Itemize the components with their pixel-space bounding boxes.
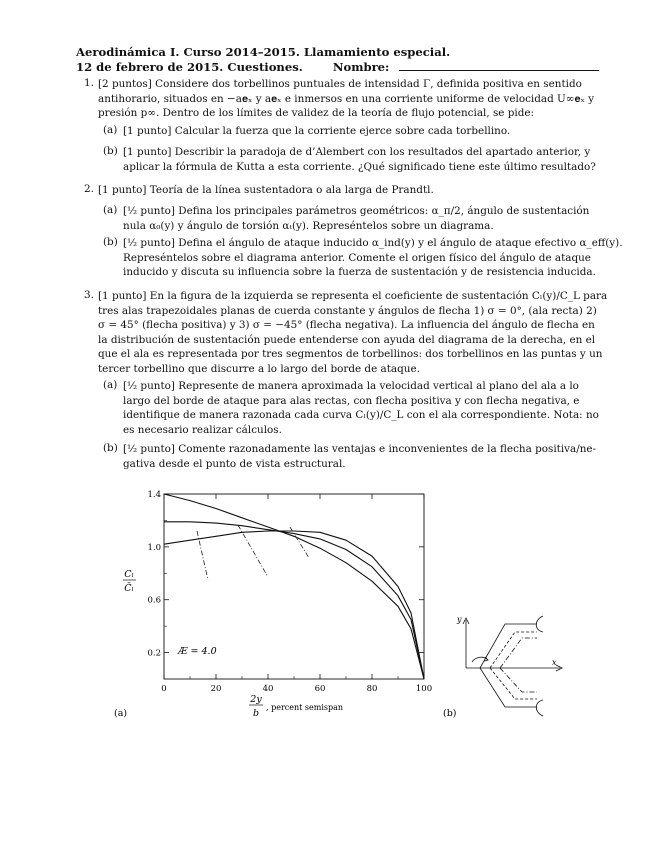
- q1-line: antihorario, situados en −a𝐞ₓ y a𝐞ₓ e inmersos en una corriente uniforme de velocidad U∞𝐞ₓ y: [98, 92, 595, 105]
- q2b-line: inducido y discuta su influencia sobre la fuerza de sustentación y de resistencia inducida.: [123, 266, 596, 279]
- dash-dot-lower: [500, 668, 537, 692]
- q2a-line: nula α₀(y) y ángulo de torsión αₜ(y). Represéntelos sobre un diagrama.: [123, 219, 494, 232]
- vortex-diagram: [440, 602, 570, 722]
- q2a-line: [¹⁄₂ punto] Defina los principales parámetros geométricos: α_π/2, ángulo de sustentación: [123, 205, 590, 217]
- q2b-label: (b): [103, 236, 118, 248]
- q3-line: tercer torbellino que discurre a lo largo del borde de ataque.: [98, 362, 420, 375]
- y-label-num: Cₗ: [124, 569, 134, 580]
- q3b-text: [123, 442, 597, 471]
- x-tick-label: 20: [210, 684, 222, 694]
- x-label-suffix: , percent semispan: [266, 703, 344, 712]
- q1b-line: aplicar la fórmula de Kutta a esta corriente. ¿Qué significado tiene este último resultado?: [123, 160, 596, 173]
- y-tick-label: 0.6: [147, 595, 161, 606]
- y-label-den: C̄ₗ: [124, 583, 134, 594]
- q3-text: [98, 289, 608, 377]
- panel-b-label: (b): [443, 708, 457, 719]
- q3-line: tres alas trapezoidales planas de cuerda constante y ángulos de flecha 1) σ = 0°, (ala recta) 2): [98, 304, 597, 317]
- q1b-text: [123, 145, 596, 174]
- q3a-line: [¹⁄₂ punto] Represente de manera aproximada la velocidad vertical al plano del ala a lo: [123, 380, 579, 392]
- q1b-line: [1 punto] Describir la paradoja de d’Alembert con los resultados del apartado anterior, y: [123, 146, 591, 158]
- q3a-text: [123, 379, 599, 437]
- x-tick-label: 80: [366, 684, 378, 694]
- q3-line: la distribución de sustentación puede entenderse con ayuda del diagrama de la derecha, en el: [98, 333, 596, 346]
- q2-text: [98, 183, 582, 198]
- diagram-x-label: x: [552, 658, 557, 667]
- exam-title: Aerodinámica I. Curso 2014–2015. Llamamiento especial.: [76, 45, 451, 59]
- q3b-line: [¹⁄₂ punto] Comente razonadamente las ventajas e inconvenientes de la flecha positiva/ne-: [123, 443, 597, 455]
- q3-line: que el ala es representada por tres segmentos de torbellinos: dos torbellinos en las puntas y un: [98, 348, 603, 361]
- name-label: Nombre:: [332, 60, 390, 74]
- q3a-line: identifique de manera razonada cada curva Cₗ(y)/C_L con el ala correspondiente. Nota: no: [123, 409, 599, 422]
- diagram-y-label: y: [457, 615, 462, 624]
- q2-number: 2.: [84, 183, 94, 195]
- q2b-line: [¹⁄₂ punto] Defina el ángulo de ataque inducido α_ind(y) y el ángulo de ataque efectivo α_eff(y).: [123, 237, 623, 249]
- x-tick-label: 40: [262, 684, 274, 694]
- exam-date-line: [76, 60, 599, 74]
- q1a-label: (a): [103, 124, 118, 136]
- x-tick-label: 60: [314, 684, 326, 694]
- q3-line: σ = 45° (flecha positiva) y 3) σ = −45° (flecha negativa). La influencia del ángulo de flecha en: [98, 319, 595, 332]
- x-label-num: 2y: [250, 694, 262, 705]
- q1-number: 1.: [84, 77, 94, 89]
- q1-line: presión p∞. Dentro de los límites de validez de la teoría de flujo potencial, se pide:: [98, 107, 535, 120]
- lift-distribution-chart: [100, 484, 440, 724]
- leading-edge-vortex-lower: [480, 668, 537, 707]
- q1a-line: [1 punto] Calcular la fuerza que la corriente ejerce sobre cada torbellino.: [123, 125, 511, 137]
- q3-number: 3.: [84, 289, 94, 301]
- q3a-label: (a): [103, 379, 118, 391]
- dash-dot-upper: [500, 638, 537, 668]
- q3a-line: largo del borde de ataque para alas rectas, con flecha positiva y con flecha negativa, e: [123, 394, 580, 407]
- y-tick-label: 0.2: [147, 648, 161, 659]
- x-tick-label: 100: [415, 684, 433, 694]
- y-tick-label: 1.4: [147, 490, 161, 500]
- q3-line: [1 punto] En la figura de la izquierda se representa el coeficiente de sustentación Cₗ(y)/C_L para: [98, 290, 608, 302]
- q3b-line: gativa desde el punto de vista estructural.: [123, 457, 346, 470]
- q1-text: [98, 77, 595, 121]
- chart-ticks: [147, 490, 432, 694]
- tip-vortex-lower-icon: [536, 700, 543, 716]
- q2b-text: [123, 236, 623, 280]
- q3b-label: (b): [103, 442, 118, 454]
- q2b-line: Represéntelos sobre el diagrama anterior. Comente el origen físico del ángulo de ataque: [123, 251, 591, 264]
- leading-edge-vortex-upper: [480, 624, 537, 668]
- q1a-text: [123, 124, 583, 139]
- y-tick-label: 1.0: [147, 542, 161, 553]
- x-label-den: b: [252, 708, 260, 719]
- q2a-label: (a): [103, 204, 118, 216]
- name-blank: [399, 60, 599, 71]
- tip-vortex-upper-icon: [536, 616, 543, 632]
- q1b-label: (b): [103, 145, 118, 157]
- x-tick-label: 0: [161, 684, 167, 694]
- aspect-ratio-annotation: Æ = 4.0: [178, 646, 217, 657]
- panel-a-label: (a): [114, 708, 128, 719]
- q2-line: [1 punto] Teoría de la línea sustentadora o ala larga de Prandtl.: [98, 184, 434, 196]
- q1-line: [2 puntos] Considere dos torbellinos puntuales de intensidad Γ, definida positiva en sentido: [98, 78, 582, 90]
- q2a-text: [123, 204, 590, 233]
- exam-date: 12 de febrero de 2015. Cuestiones.: [76, 60, 303, 74]
- q3a-line: es necesario realizar cálculos.: [123, 423, 282, 436]
